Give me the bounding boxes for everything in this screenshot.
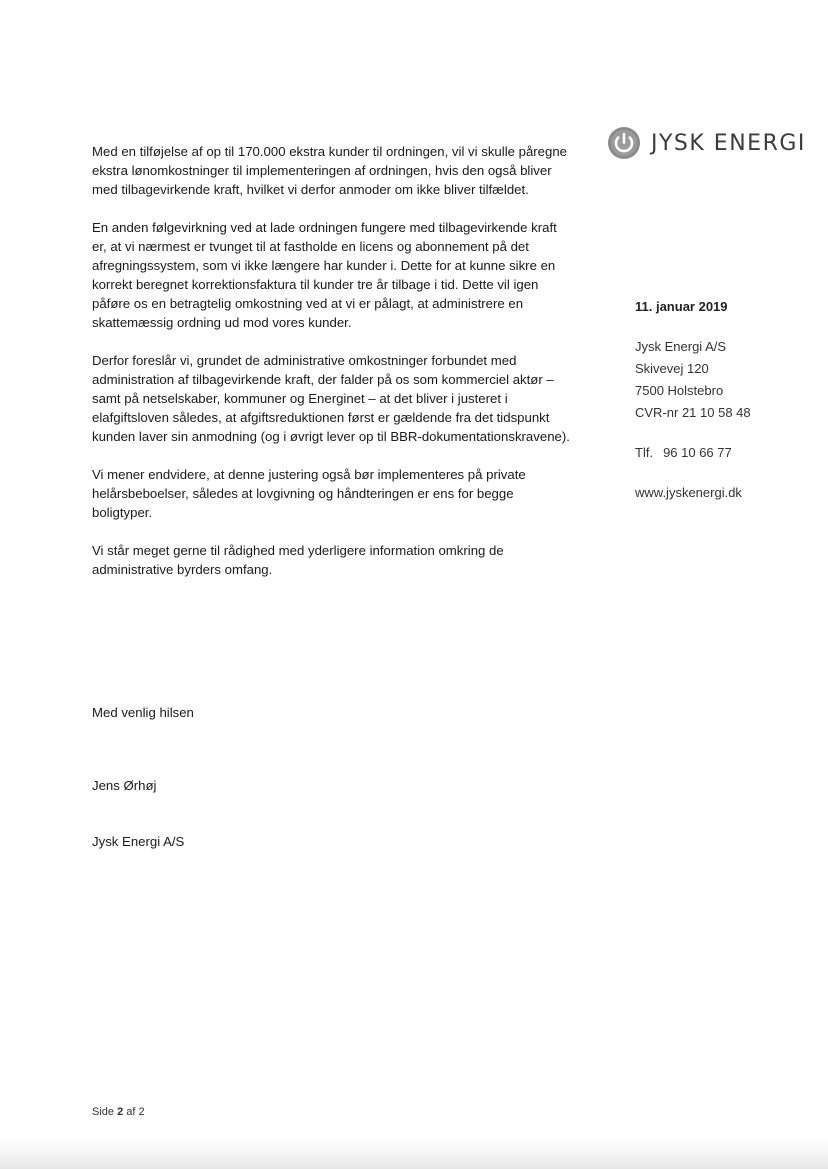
power-button-icon [607, 126, 641, 160]
sender-details [635, 296, 815, 504]
footer-total-pages: 2 [138, 1106, 145, 1118]
sender-city: 7500 Holstebro [635, 383, 724, 398]
letter-date: 11. januar 2019 [635, 299, 728, 314]
body-paragraph: Med en tilføjelse af op til 170.000 ekstra kunder til ordningen, vil vi skulle påregne ekstra lønomkostninger til implementeringen af ordningen, hvis den også bliver med tilbagevirkende kraft, hvilket vi derfor anmoder om ikke bliver tilfældet. [92, 144, 568, 197]
logo-brand-text: JYSK ENERGI [651, 130, 806, 156]
sender-cvr: CVR-nr 21 10 58 48 [635, 405, 751, 420]
phone-number: 96 10 66 77 [663, 445, 732, 460]
page-footer [92, 1106, 145, 1118]
sender-website[interactable]: www.jyskenergi.dk [635, 485, 742, 500]
body-paragraph: Vi mener endvidere, at denne justering også bør implementeres på private helårsbeboelser, således at lovgivning og håndteringen er ens for begge boligtyper. [92, 467, 526, 520]
closing-greeting: Med venlig hilsen [92, 705, 194, 720]
phone-label: Tlf. [635, 445, 654, 460]
letter-body [92, 142, 574, 598]
body-paragraph: Derfor foreslår vi, grundet de administrative omkostninger forbundet med administration af tilbagevirkende kraft, der falder på os som kommerciel aktør – samt på netselskaber, kommuner og Energinet – at det bliver i justeret i elafgiftsloven således, at afgiftsreduktionen først er gældende fra det tidspunkt kunden laver sin anmodning (og i øvrigt lever op til BBR-dokumentationskravene). [92, 353, 570, 444]
footer-side-label: Side [92, 1106, 115, 1118]
footer-current-page: 2 [117, 1106, 124, 1118]
body-paragraph: Vi står meget gerne til rådighed med yderligere information omkring de administrative byrders omfang. [92, 543, 504, 577]
signer-name: Jens Ørhøj [92, 778, 157, 793]
body-paragraph: En anden følgevirkning ved at lade ordningen fungere med tilbagevirkende kraft er, at vi nærmest er tvunget til at fastholde en licens og abonnement på det afregningssystem, som vi ikke længere har kunder i. Dette for at kunne sikre en korrekt beregnet korrektionsfaktura til kunder tre år tilbage i tid. Dette vil igen påføre os en betragtelig omkostning ved at vi er pålagt, at administrere en skattemæssig ordning ud mod vores kunder. [92, 220, 557, 330]
sender-phone [635, 442, 815, 464]
sender-street: Skivevej 120 [635, 361, 709, 376]
signer-company: Jysk Energi A/S [92, 834, 185, 849]
sender-company: Jysk Energi A/S [635, 339, 727, 354]
scan-edge-shade [0, 1140, 828, 1169]
company-logo [607, 124, 806, 162]
footer-of-label: af [126, 1106, 136, 1118]
